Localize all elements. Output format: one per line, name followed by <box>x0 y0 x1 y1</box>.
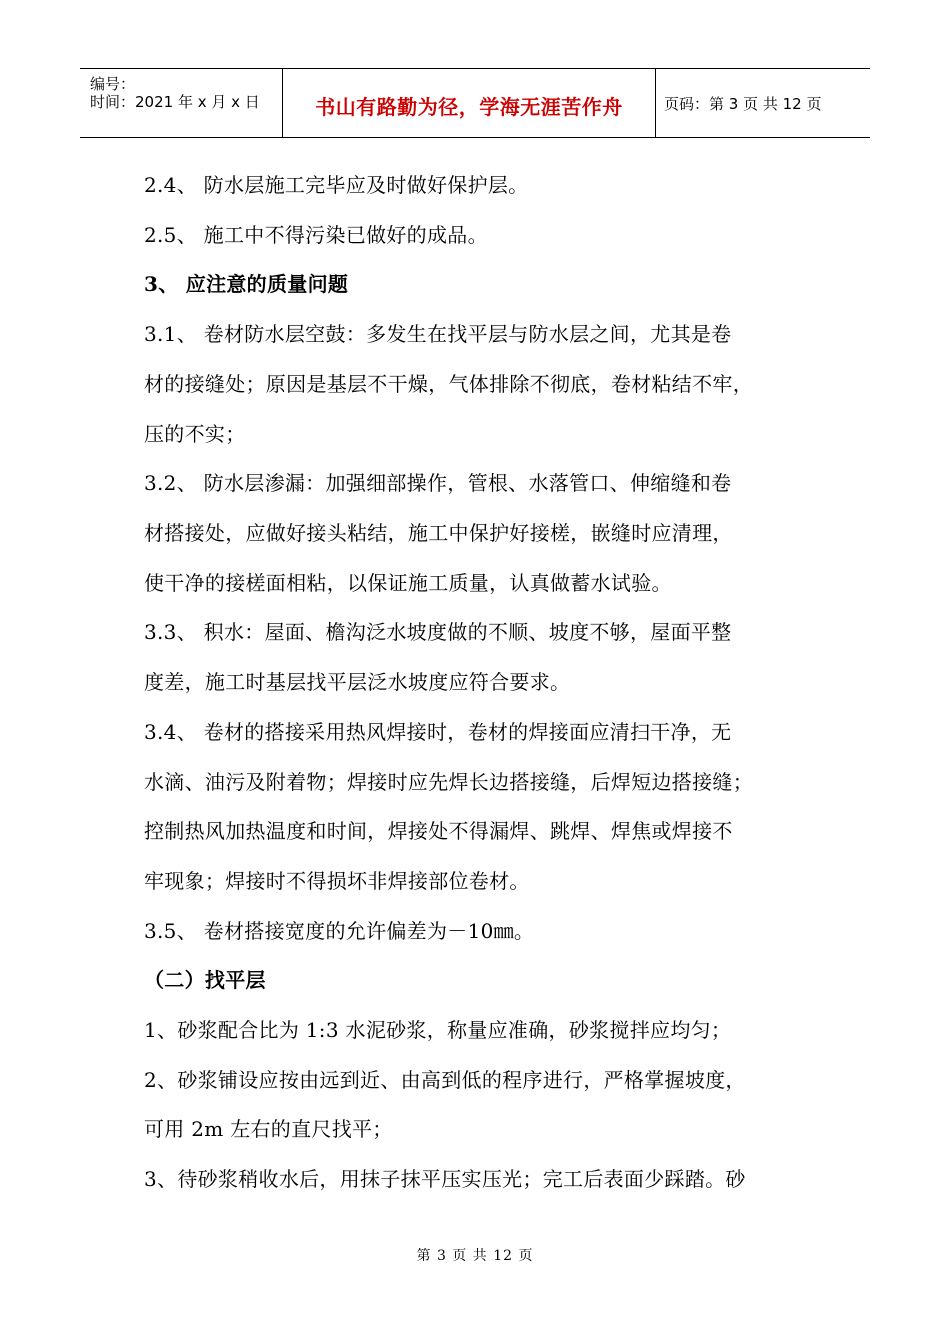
body-line: 水滴、油污及附着物；焊接时应先焊长边搭接缝，后焊短边搭接缝； <box>144 770 753 794</box>
body-line: 控制热风加热温度和时间，焊接处不得漏焊、跳焊、焊焦或焊接不 <box>144 819 733 843</box>
body-line: 3.1、 卷材防水层空鼓：多发生在找平层与防水层之间，尤其是卷 <box>144 322 732 346</box>
section-heading: 3、 应注意的质量问题 <box>144 272 349 296</box>
body-line: 使干净的接槎面相粘，以保证施工质量，认真做蓄水试验。 <box>144 571 672 595</box>
body-line: 2、砂浆铺设应按由远到近、由高到低的程序进行，严格掌握坡度， <box>144 1068 746 1092</box>
body-line: 2.5、 施工中不得污染已做好的成品。 <box>144 223 488 247</box>
body-line: 1、砂浆配合比为 1:3 水泥砂浆，称量应准确，砂浆搅拌应均匀； <box>144 1018 732 1042</box>
body-line: 材的接缝处；原因是基层不干燥，气体排除不彻底，卷材粘结不牢， <box>144 372 753 396</box>
document-number-label: 编号： <box>90 75 136 93</box>
header-motto-cell <box>283 69 656 137</box>
body-line: 可用 2m 左右的直尺找平； <box>144 1117 393 1141</box>
body-line: 3.3、 积水：屋面、檐沟泛水坡度做的不顺、坡度不够，屋面平整 <box>144 620 732 644</box>
body-line: 压的不实； <box>144 422 246 446</box>
section-heading: （二）找平层 <box>144 968 266 992</box>
page-header <box>80 68 870 138</box>
body-line: 3.4、 卷材的搭接采用热风焊接时，卷材的焊接面应清扫干净，无 <box>144 720 732 744</box>
body-line: 2.4、 防水层施工完毕应及时做好保护层。 <box>144 173 529 197</box>
body-line: 材搭接处，应做好接头粘结，施工中保护好接槎，嵌缝时应清理， <box>144 521 733 545</box>
body-line: 牢现象；焊接时不得损坏非焊接部位卷材。 <box>144 869 530 893</box>
body-line: 3、待砂浆稍收水后，用抹子抹平压实压光；完工后表面少踩踏。砂 <box>144 1167 746 1191</box>
body-line: 3.2、 防水层渗漏：加强细部操作，管根、水落管口、伸缩缝和卷 <box>144 471 732 495</box>
body-line: 3.5、 卷材搭接宽度的允许偏差为－10㎜。 <box>144 919 535 943</box>
header-meta-cell <box>80 69 283 137</box>
page-footer: 第 3 页 共 12 页 <box>416 1248 534 1264</box>
body-line: 度差，施工时基层找平层泛水坡度应符合要求。 <box>144 670 571 694</box>
header-page-cell <box>656 69 870 137</box>
header-page-info: 页码：第 3 页 共 12 页 <box>664 95 822 113</box>
document-time-label: 时间：2021 年 x 月 x 日 <box>90 93 260 111</box>
header-motto: 书山有路勤为径，学海无涯苦作舟 <box>315 95 623 119</box>
